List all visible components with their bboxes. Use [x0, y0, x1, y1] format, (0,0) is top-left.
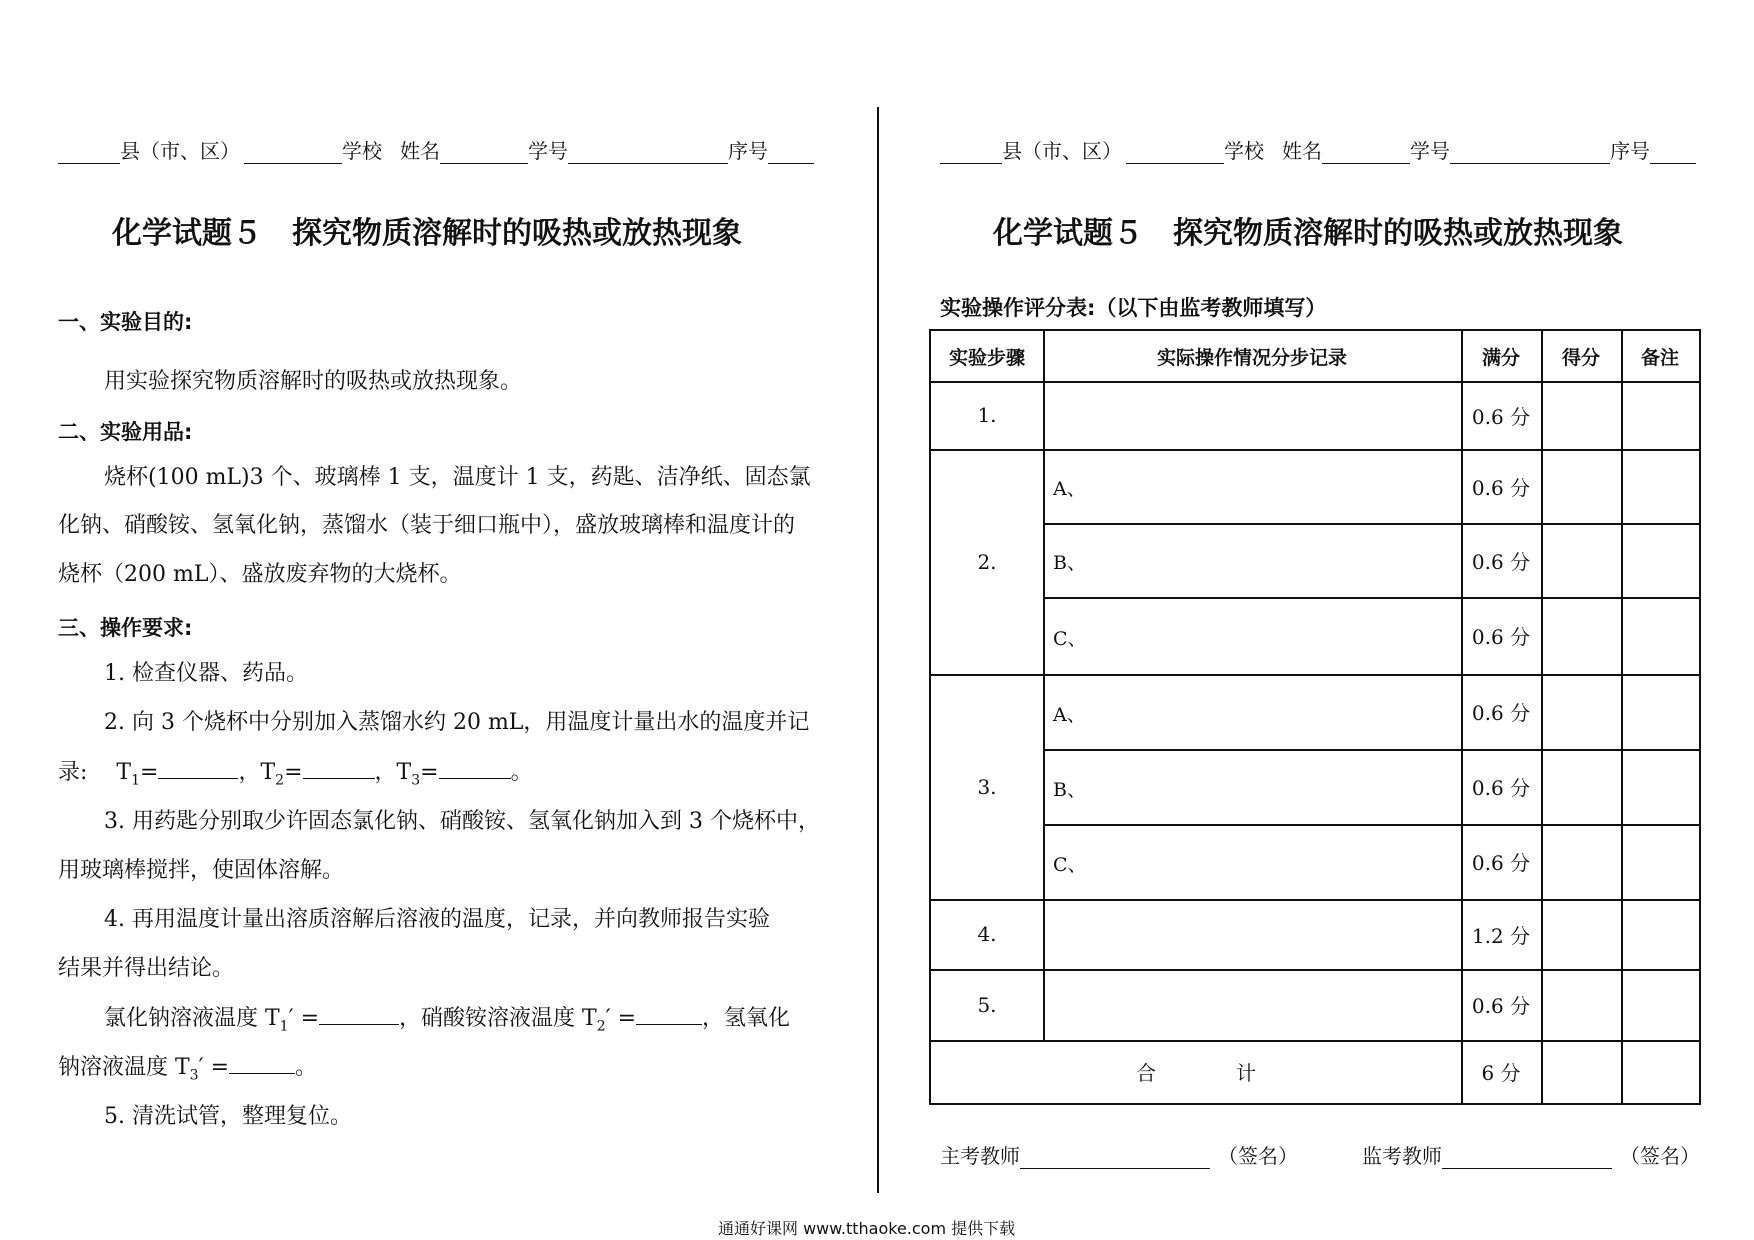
- chief-teacher-blank[interactable]: [1020, 1146, 1210, 1169]
- section-purpose-heading: 一、实验目的:: [58, 310, 193, 334]
- purpose-text: 用实验探究物质溶解时的吸热或放热现象。: [104, 369, 523, 394]
- proctor-sign-label: （签名）: [1620, 1144, 1700, 1168]
- school-label: 学校: [342, 139, 382, 163]
- full-cell-5: 0.6 分: [1471, 994, 1531, 1018]
- seq-label-right: 序号: [1610, 139, 1650, 163]
- step-cell-2: 2.: [977, 549, 997, 574]
- school-label-right: 学校: [1224, 139, 1264, 163]
- chief-teacher-label: 主考教师: [940, 1144, 1020, 1168]
- school-blank-right[interactable]: [1126, 141, 1224, 164]
- seq-blank[interactable]: [768, 141, 814, 164]
- county-label-right: 县（市、区）: [1002, 139, 1122, 163]
- t2-prime-blank[interactable]: [636, 1004, 702, 1025]
- full-cell-3b: 0.6 分: [1471, 776, 1531, 800]
- step-1: 1. 检查仪器、药品。: [104, 661, 308, 686]
- t1-prime-label: 氯化钠溶液温度 T: [104, 1006, 280, 1031]
- proctor-teacher-label: 监考教师: [1362, 1144, 1442, 1168]
- step-3-line-1: 3. 用药匙分别取少许固态氯化钠、硝酸铵、氢氧化钠加入到 3 个烧杯中，: [104, 809, 820, 834]
- step-4-line-3: 氯化钠溶液温度 $T_1'$ = ，硝酸铵溶液温度 $T_2'$ = ，氢氧化: [104, 1006, 791, 1035]
- county-blank[interactable]: [58, 141, 120, 164]
- step-4-line-2: 结果并得出结论。: [58, 956, 235, 981]
- t1-prime-blank[interactable]: [319, 1004, 399, 1025]
- full-cell-3a: 0.6 分: [1471, 701, 1531, 725]
- name-label: 姓名: [400, 139, 440, 163]
- county-blank-right[interactable]: [940, 141, 1002, 164]
- student-no-blank-right[interactable]: [1450, 141, 1610, 164]
- t3-prime-blank[interactable]: [229, 1053, 295, 1074]
- page-title-left: 化学试题５ 探究物质溶解时的吸热或放热现象: [112, 216, 742, 251]
- col-record-header: 实际操作情况分步记录: [1156, 346, 1347, 369]
- step-cell-5: 5.: [977, 992, 997, 1017]
- student-no-blank[interactable]: [568, 141, 728, 164]
- left-header-line: [58, 138, 814, 164]
- school-blank[interactable]: [244, 141, 342, 164]
- full-cell-3c: 0.6 分: [1471, 851, 1531, 875]
- step-4-line-1: 4. 再用温度计量出溶质溶解后溶液的温度，记录，并向教师报告实验: [104, 907, 770, 932]
- name-label-right: 姓名: [1282, 139, 1322, 163]
- table-caption: 实验操作评分表:（以下由监考教师填写）: [940, 296, 1327, 320]
- t3-prime-label: 钠溶液温度 T: [58, 1055, 190, 1080]
- right-header-line: [940, 138, 1696, 164]
- step-4-line-4: 钠溶液温度 $T_3'$ = 。: [58, 1055, 318, 1084]
- full-cell-2b: 0.6 分: [1471, 549, 1531, 574]
- step-4-tail: ，氢氧化: [702, 1006, 791, 1031]
- step-cell-1: 1.: [977, 403, 997, 427]
- step-cell-4: 4.: [977, 922, 997, 946]
- t3-blank[interactable]: [439, 758, 511, 779]
- proctor-teacher-blank[interactable]: [1442, 1146, 1612, 1169]
- t1-blank[interactable]: [158, 758, 238, 779]
- page-title-right: 化学试题５ 探究物质溶解时的吸热或放热现象: [993, 216, 1623, 251]
- sub-label-2b: B、: [1053, 552, 1086, 574]
- footer-credit: 通通好课网 www.tthaoke.com 提供下载: [718, 1219, 1016, 1238]
- full-cell-1: 0.6 分: [1471, 404, 1531, 429]
- scoring-table: [929, 329, 1701, 1105]
- sub-label-2a: A、: [1053, 478, 1086, 500]
- step-2-line-2: 录: $T_1=$ ，$T_2=$ ，$T_3=$ 。: [58, 760, 533, 789]
- step-5: 5. 清洗试管，整理复位。: [104, 1104, 352, 1129]
- signature-line: [940, 1143, 1700, 1169]
- sub-label-3a: A、: [1053, 704, 1086, 726]
- sub-label-2c: C、: [1053, 628, 1087, 650]
- total-label: 合 计: [1136, 1061, 1256, 1085]
- sub-label-3c: C、: [1053, 854, 1087, 876]
- col-full-header: 满分: [1481, 346, 1520, 369]
- record-label: 录:: [58, 760, 88, 785]
- section-requirements-heading: 三、操作要求:: [58, 616, 193, 640]
- total-value: 6 分: [1481, 1061, 1521, 1085]
- name-blank[interactable]: [440, 141, 528, 164]
- col-step-header: 实验步骤: [948, 346, 1025, 369]
- t2-blank[interactable]: [303, 758, 375, 779]
- seq-label: 序号: [728, 139, 768, 163]
- materials-line-3: 烧杯（200 mL）、盛放废弃物的大烧杯。: [58, 562, 462, 587]
- step-cell-3: 3.: [977, 774, 997, 799]
- step-3-line-2: 用玻璃棒搅拌，使固体溶解。: [58, 858, 345, 883]
- materials-line-1: 烧杯(100 mL)3 个、玻璃棒 1 支，温度计 1 支，药匙、洁净纸、固态氯: [104, 465, 811, 490]
- materials-line-2: 化钠、硝酸铵、氢氧化钠，蒸馏水（装于细口瓶中），盛放玻璃棒和温度计的: [58, 513, 796, 538]
- section-materials-heading: 二、实验用品:: [58, 420, 193, 444]
- full-cell-2c: 0.6 分: [1471, 625, 1531, 649]
- student-no-label-right: 学号: [1410, 139, 1450, 163]
- chief-sign-label: （签名）: [1218, 1144, 1298, 1168]
- sub-label-3b: B、: [1053, 779, 1086, 801]
- col-score-header: 得分: [1561, 346, 1600, 369]
- full-cell-2a: 0.6 分: [1471, 475, 1531, 500]
- step-2-line-1: 2. 向 3 个烧杯中分别加入蒸馏水约 20 mL，用温度计量出水的温度并记: [104, 710, 810, 735]
- seq-blank-right[interactable]: [1650, 141, 1696, 164]
- full-cell-4: 1.2 分: [1471, 923, 1531, 948]
- t2-prime-label: ，硝酸铵溶液温度 T: [399, 1006, 597, 1031]
- name-blank-right[interactable]: [1322, 141, 1410, 164]
- county-label: 县（市、区）: [120, 139, 240, 163]
- page-divider: [877, 107, 879, 1193]
- student-no-label: 学号: [528, 139, 568, 163]
- col-note-header: 备注: [1640, 346, 1679, 369]
